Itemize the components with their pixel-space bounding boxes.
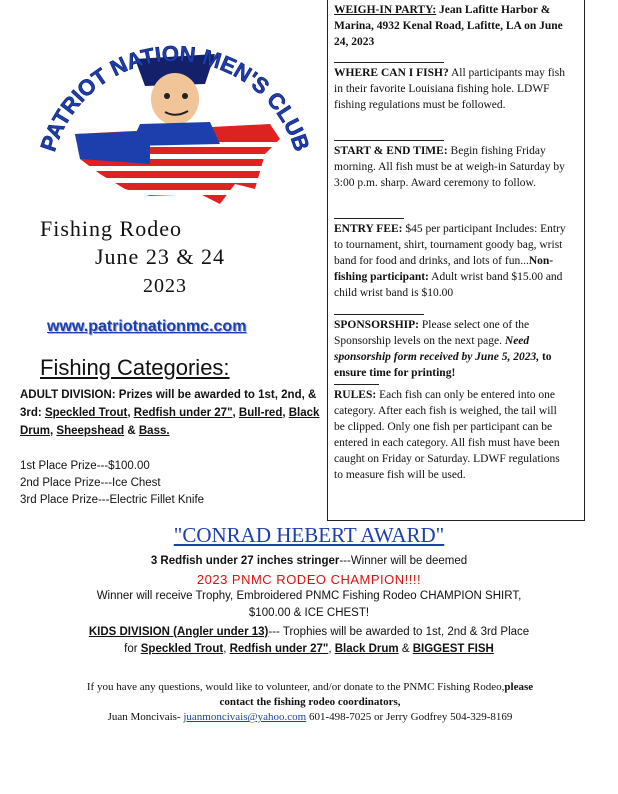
info-box [327, 0, 585, 521]
event-year: 2023 [143, 275, 187, 297]
award-title: "CONRAD HEBERT AWARD" [173, 523, 445, 547]
prize-list [20, 458, 204, 509]
club-logo [30, 14, 320, 214]
email-link[interactable]: juanmoncivais@yahoo.com [183, 711, 307, 723]
kids-division-line: KIDS DIVISION (Angler under 13)--- Trophies will be awarded to 1st, 2nd & 3rd Place [88, 626, 530, 638]
event-title: Fishing Rodeo [40, 216, 182, 241]
champion-line: 2023 PNMC RODEO CHAMPION!!!! [196, 572, 422, 587]
sponsorship-section: SPONSORSHIP: Please select one of the Sponsorship levels on the next page. Need sponsorship form received by June 5, 2023, to ensure time for printing! [328, 314, 572, 381]
website-link[interactable]: www.patriotnationmc.com [47, 318, 247, 335]
winner-line-1: Winner will receive Trophy, Embroidered PNMC Fishing Rodeo CHAMPION SHIRT, [96, 590, 522, 602]
kids-fish-line: for Speckled Trout, Redfish under 27", Black Drum & BIGGEST FISH [124, 643, 494, 655]
event-dates: June 23 & 24 [95, 244, 225, 269]
adult-division: ADULT DIVISION: Prizes will be awarded to 1st, 2nd, & 3rd: Speckled Trout, Redfish under 27", Bull-red, Black Drum, Sheepshead & Bass. [20, 389, 320, 437]
where-section: WHERE CAN I FISH? All participants may fish in their favorite Louisiana fishing hole. LDWF fishing regulations must be followed. [328, 62, 572, 113]
prize-2: 2nd Place Prize---Ice Chest [20, 477, 161, 489]
contact-block: If you have any questions, would like to volunteer, and/or donate to the PNMC Fishing Rodeo,please contact the fishing rodeo coordinators, Juan Moncivais- juanmoncivais@yahoo.com 601-498-7025 or Jerry Godfrey 504-329-8169 [86, 681, 534, 723]
prize-3: 3rd Place Prize---Electric Fillet Knife [20, 494, 205, 506]
logo-arc-text: PATRIOT NATION MEN'S CLUB [35, 41, 315, 155]
stringer-line: 3 Redfish under 27 inches stringer---Winner will be deemed [150, 555, 468, 567]
fee-section: ENTRY FEE: $45 per participant Includes: Entry to tournament, shirt, tournament goody bag, wrist band for food and drinks, and lots of fun...Non-fishing participant: Adult wrist band $15.00 and child wrist band is $10.00 [328, 218, 572, 301]
categories-heading: Fishing Categories: [40, 355, 230, 380]
adult-division-intro: ADULT DIVISION: Prizes will be awarded to 1st, 2nd, & 3rd: [20, 389, 317, 419]
rules-section: RULES: Each fish can only be entered into one category. After each fish is weighed, the tail will be clipped. Only one fish per participant can be entered in each category. All fish must have been caught on Friday or Saturday. LDWF regulations to measure fish will be used. [328, 384, 572, 483]
weighin-section: WEIGH-IN PARTY: Jean Lafitte Harbor & Marina, 4932 Kenal Road, Lafitte, LA on June 24, 2023 [334, 4, 563, 48]
prize-1: 1st Place Prize---$100.00 [20, 460, 150, 472]
winner-line-2: $100.00 & ICE CHEST! [248, 607, 370, 619]
time-section: START & END TIME: Begin fishing Friday morning. All fish must be at weigh-in Saturday by 3:00 p.m. sharp. Award ceremony to follow. [328, 140, 572, 191]
